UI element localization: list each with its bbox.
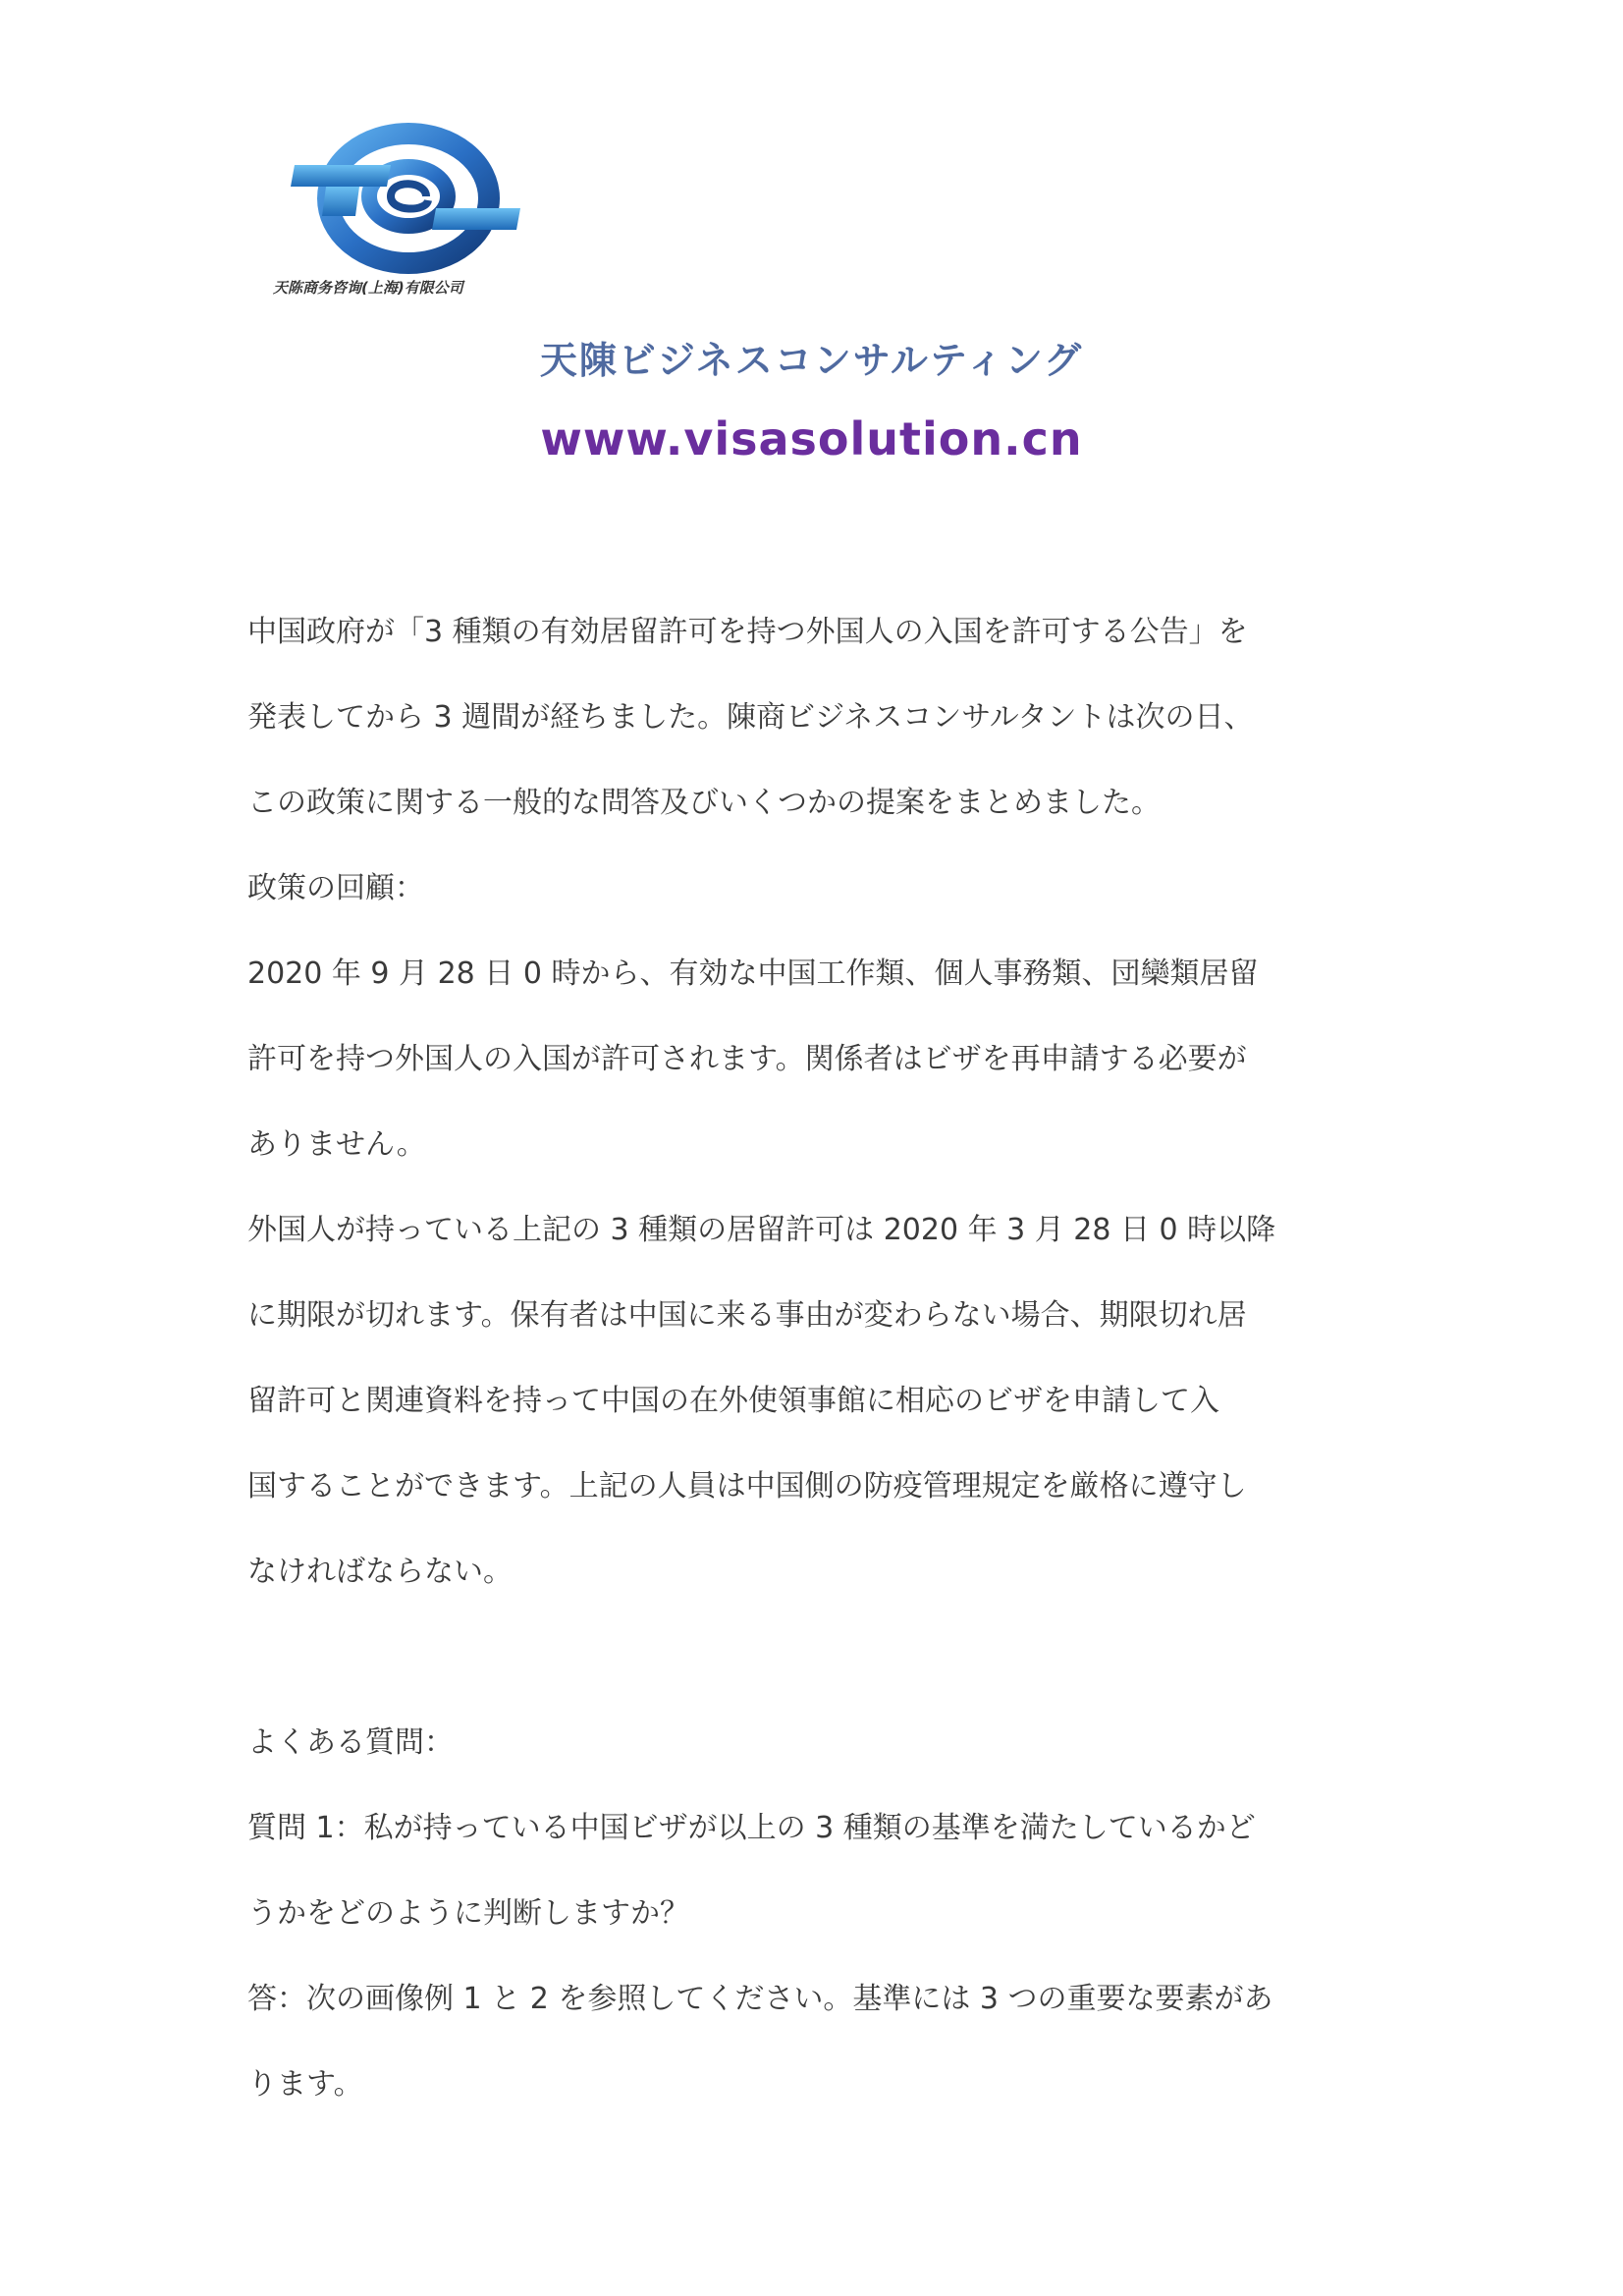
question-line: 質問 1：私が持っている中国ビザが以上の 3 種類の基準を満たしているかど: [247, 1811, 1256, 1845]
blank-line: [247, 1614, 1386, 1700]
paragraph-line: 留許可と関連資料を持って中国の在外使領事館に相応のビザを申請して入: [247, 1384, 1219, 1418]
company-name-heading: 天陳ビジネスコンサルティング: [539, 339, 1084, 382]
paragraph-line: 外国人が持っている上記の 3 種類の居留許可は 2020 年 3 月 28 日 0 時以降: [247, 1213, 1276, 1247]
paragraph-line: 中国政府が「3 種類の有効居留許可を持つ外国人の入国を許可する公告」を: [247, 615, 1248, 649]
paragraph-line: 許可を持つ外国人の入国が許可されます。関係者はビザを再申請する必要が: [247, 1042, 1247, 1076]
paragraph-line: この政策に関する一般的な問答及びいくつかの提案をまとめました。: [247, 786, 1161, 820]
paragraph-line: ありません。: [247, 1127, 426, 1162]
paragraph-line: 2020 年 9 月 28 日 0 時から、有効な中国工作類、個人事務類、団欒類居留: [247, 957, 1259, 991]
logo-graphic: [243, 118, 568, 314]
logo-caption: 天陈商务咨询(上海)有限公司: [273, 279, 463, 297]
answer-line: 答：次の画像例 1 と 2 を参照してください。基準には 3 つの重要な要素があ: [247, 1982, 1273, 2016]
paragraph-line: 国することができます。上記の人員は中国側の防疫管理規定を厳格に遵守し: [247, 1469, 1247, 1503]
company-logo: [243, 118, 568, 314]
paragraph-line: に期限が切れます。保有者は中国に来る事由が変わらない場合、期限切れ居: [247, 1298, 1247, 1333]
paragraph-line: 発表してから 3 週間が経ちました。陳商ビジネスコンサルタントは次の日、: [247, 700, 1254, 735]
paragraph-line: なければならない。: [247, 1555, 513, 1589]
answer-line: ります。: [247, 2067, 363, 2102]
article-body: [247, 589, 1386, 2127]
question-line: うかをどのように判断しますか？: [247, 1896, 689, 1931]
company-url-heading: www.visasolution.cn: [540, 412, 1083, 465]
section-heading: 政策の回顧：: [247, 871, 424, 905]
section-heading: よくある質問：: [247, 1725, 454, 1760]
